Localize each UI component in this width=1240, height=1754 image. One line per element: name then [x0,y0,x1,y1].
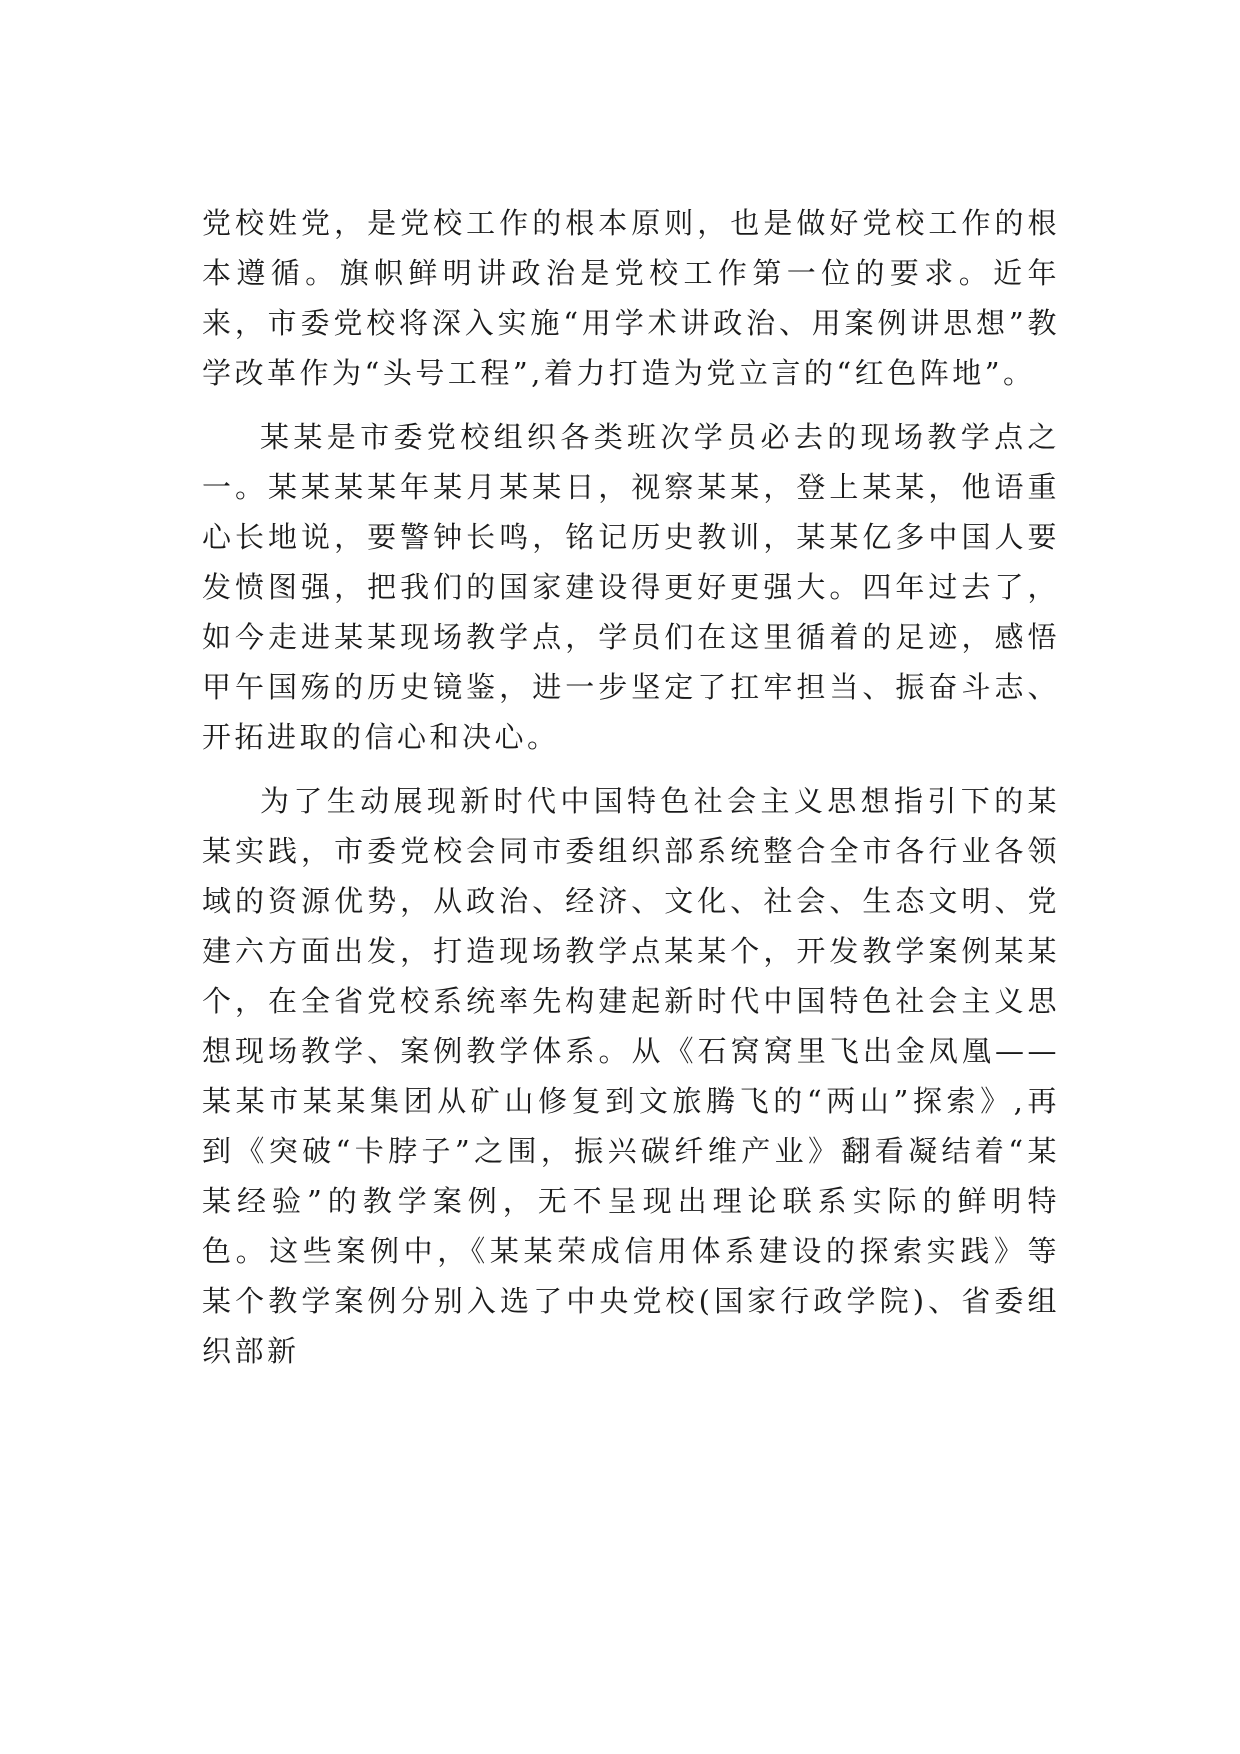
paragraph-1: 党校姓党，是党校工作的根本原则，也是做好党校工作的根本遵循。旗帜鲜明讲政治是党校工作第一位的要求。近年来，市委党校将深入实施“用学术讲政治、用案例讲思想”教学改革作为“头号工程”,着力打造为党立言的“红色阵地”。 [202,206,1060,390]
paragraph-2: 某某是市委党校组织各类班次学员必去的现场教学点之一。某某某某年某月某某日，视察某某，登上某某，他语重心长地说，要警钟长鸣，铭记历史教训，某某亿多中国人要发愤图强，把我们的国家建设得更好更强大。四年过去了，如今走进某某现场教学点，学员们在这里循着的足迹，感悟甲午国殇的历史镜鉴，进一步坚定了扛牢担当、振奋斗志、开拓进取的信心和决心。 [202,420,1060,754]
document-body [202,198,1060,1390]
paragraph-3: 为了生动展现新时代中国特色社会主义思想指引下的某某实践，市委党校会同市委组织部系统整合全市各行业各领域的资源优势，从政治、经济、文化、社会、生态文明、党建六方面出发，打造现场教学点某某个，开发教学案例某某个，在全省党校系统率先构建起新时代中国特色社会主义思想现场教学、案例教学体系。从《石窝窝里飞出金凤凰——某某市某某集团从矿山修复到文旅腾飞的“两山”探索》,再到《突破“卡脖子”之围，振兴碳纤维产业》翻看凝结着“某某经验”的教学案例，无不呈现出理论联系实际的鲜明特色。这些案例中，《某某荣成信用体系建设的探索实践》等某个教学案例分别入选了中央党校(国家行政学院)、省委组织部新 [202,784,1060,1368]
